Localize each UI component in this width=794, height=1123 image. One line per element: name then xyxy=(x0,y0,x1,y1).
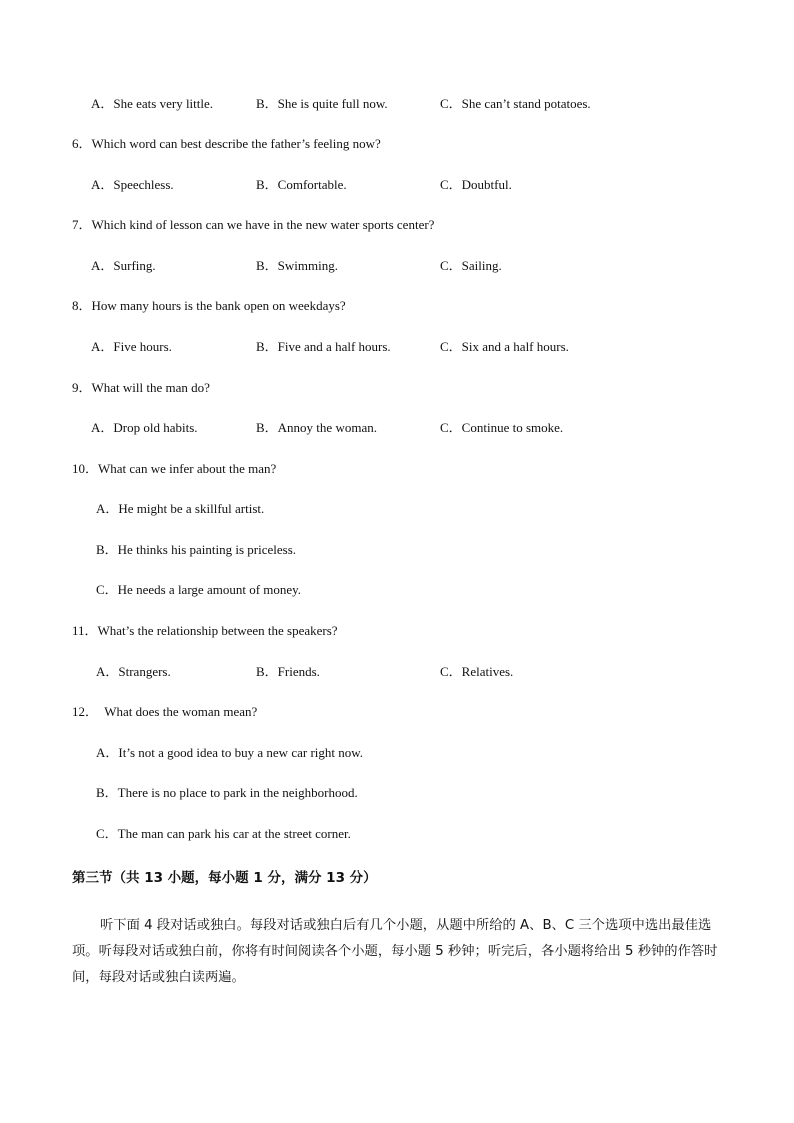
q10-option-a: A．He might be a skillful artist. xyxy=(96,501,265,516)
q6-option-c: C．Doubtful. xyxy=(440,177,512,192)
q10-option-b: B．He thinks his painting is priceless. xyxy=(96,542,297,557)
q6-option-a: A．Speechless. xyxy=(91,177,174,192)
q7-option-c: C．Sailing. xyxy=(440,258,502,273)
section-3-instructions: 听下面 4 段对话或独白。每段对话或独白后有几个小题，从题中所给的 A、B、C 三个选项中选出最佳选项。听每段对话或独白前，你将有时间阅读各个小题，每小题 5 秒钟；听完后，各小题将给出 5 秒钟的作答时间，每段对话或独白读两遍。 xyxy=(72,918,718,985)
q11-question: 11．What’s the relationship between the speakers? xyxy=(72,623,338,638)
q6-question: 6．Which word can best describe the father’s feeling now? xyxy=(72,136,381,151)
section-3-title: 第三节（共 13 小题，每小题 1 分，满分 13 分） xyxy=(72,870,377,886)
q7-question: 7．Which kind of lesson can we have in the new water sports center? xyxy=(72,217,435,232)
q8-question: 8．How many hours is the bank open on weekdays? xyxy=(72,298,346,313)
q6-option-b: B．Comfortable. xyxy=(256,177,347,192)
q9-question: 9．What will the man do? xyxy=(72,380,210,395)
q5-option-c: C．She can’t stand potatoes. xyxy=(440,96,591,111)
q10-option-c: C．He needs a large amount of money. xyxy=(96,582,302,597)
q9-option-b: B．Annoy the woman. xyxy=(256,420,377,435)
q11-option-b: B．Friends. xyxy=(256,664,320,679)
q11-option-c: C．Relatives. xyxy=(440,664,514,679)
q9-option-a: A．Drop old habits. xyxy=(91,420,198,435)
q5-option-a: A．She eats very little. xyxy=(91,96,214,111)
q9-option-c: C．Continue to smoke. xyxy=(440,420,564,435)
q5-option-b: B．She is quite full now. xyxy=(256,96,388,111)
q8-option-a: A．Five hours. xyxy=(91,339,172,354)
q12-option-a: A．It’s not a good idea to buy a new car right now. xyxy=(96,745,364,760)
q11-option-a: A．Strangers. xyxy=(96,664,171,679)
q8-option-b: B．Five and a half hours. xyxy=(256,339,391,354)
q12-option-c: C．The man can park his car at the street corner. xyxy=(96,826,351,841)
q12-option-b: B．There is no place to park in the neighborhood. xyxy=(96,785,358,800)
q12-question: 12． What does the woman mean? xyxy=(72,704,258,719)
q7-option-a: A．Surfing. xyxy=(91,258,156,273)
q10-question: 10．What can we infer about the man? xyxy=(72,461,277,476)
q7-option-b: B．Swimming. xyxy=(256,258,338,273)
q8-option-c: C．Six and a half hours. xyxy=(440,339,569,354)
